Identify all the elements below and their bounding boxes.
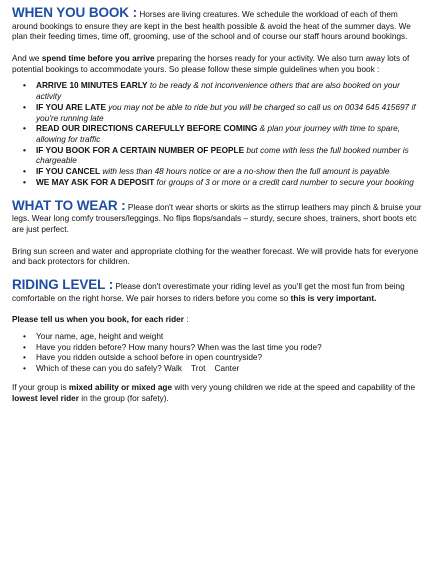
book-paragraph bbox=[12, 4, 425, 43]
list-item bbox=[12, 124, 425, 145]
level-paragraph bbox=[12, 276, 425, 304]
wear-paragraph bbox=[12, 197, 425, 236]
rule-bold: IF YOU CANCEL bbox=[36, 167, 101, 177]
rule-bold: ARRIVE 10 MINUTES EARLY bbox=[36, 81, 148, 91]
list-item bbox=[12, 146, 425, 167]
list-item: • Have you ridden outside a school before in open countryside? bbox=[12, 353, 425, 364]
rule-bold: IF YOU ARE LATE bbox=[36, 102, 106, 112]
wear-paragraph-2: Bring sun screen and water and appropriate clothing for the weather forecast. We will provide hats for everyone and back protectors for children. bbox=[12, 246, 419, 267]
level-text-bold: this is very important. bbox=[290, 293, 377, 303]
list-item: • Which of these can you do safely? Walk Trot Canter bbox=[12, 364, 425, 375]
rule-italic: with less than 48 hours notice or are a no-show then the full amount is payable bbox=[100, 167, 390, 177]
tell-us-line bbox=[12, 315, 425, 326]
rule-italic: you may not be able to ride but you will be charged so call us on 0034 645 415697 if you're running late bbox=[36, 102, 416, 123]
tell-us-bold: Please tell us when you book, for each rider bbox=[12, 315, 184, 325]
list-item bbox=[12, 81, 425, 102]
rule-bold: READ OUR DIRECTIONS CAREFULLY BEFORE COMING bbox=[36, 124, 258, 134]
final-post: in the group (for safety). bbox=[78, 393, 169, 403]
book-intro: Horses are living creatures. We schedule the workload of each of them around bookings to ensure they are kept in the best health possible & avoid the heat of the summer days. We plan their feeding times, time off, grooming, use of the school and of course our staff hours around bookings. bbox=[12, 10, 411, 42]
wear-heading: WHAT TO WEAR : bbox=[12, 197, 126, 213]
list-item bbox=[12, 178, 425, 189]
book-p2-post: preparing the horses ready for your activity. We also turn away lots of potential bookings to accommodate yours. So please follow these simple guidelines when you book : bbox=[12, 53, 410, 74]
book-p2-bold: spend time before you arrive bbox=[41, 53, 155, 63]
book-paragraph-2 bbox=[12, 54, 425, 75]
tell-us-post: : bbox=[183, 315, 189, 325]
rule-italic: & plan your journey with time to spare, allowing for traffic bbox=[36, 124, 401, 145]
final-bold-1: mixed ability or mixed age bbox=[68, 382, 173, 392]
rule-italic: for groups of 3 or more or a credit card number to secure your booking bbox=[154, 177, 414, 187]
rule-bold: IF YOU BOOK FOR A CERTAIN NUMBER OF PEOPLE bbox=[36, 145, 245, 155]
book-heading: WHEN YOU BOOK : bbox=[12, 5, 138, 20]
list-item: • Your name, age, height and weight bbox=[12, 332, 425, 343]
booking-rules-list bbox=[12, 81, 425, 188]
rule-italic: but come with less the full booked number is chargeable bbox=[36, 145, 409, 166]
final-paragraph bbox=[12, 383, 425, 404]
list-item: • Have you ridden before? How many hours? When was the last time you rode? bbox=[12, 343, 425, 354]
rule-italic: to be ready & not inconvenience others that are also booked on your activity bbox=[36, 81, 400, 102]
final-mid: with very young children we ride at the speed and capability of the bbox=[172, 382, 416, 392]
list-item bbox=[12, 103, 425, 124]
wear-text: Please don't wear shorts or skirts as the stirrup leathers may pinch & bruise your legs. Wear long comfy trousers/leggings. No flips flops/sandals – sturdy, secure shoes, trainers, short boots etc are just perfect. bbox=[12, 202, 422, 234]
final-bold-2: lowest level rider bbox=[12, 393, 79, 403]
level-heading: RIDING LEVEL : bbox=[12, 277, 114, 293]
level-text: Please don't overestimate your riding level as you'll get the most fun from being comfortable on the right horse. We pair horses to riders before you come so bbox=[12, 282, 405, 303]
list-item bbox=[12, 167, 425, 178]
rule-bold: WE MAY ASK FOR A DEPOSIT bbox=[36, 177, 155, 187]
final-pre: If your group is bbox=[12, 382, 69, 392]
rider-info-list bbox=[12, 332, 425, 375]
book-p2-pre: And we bbox=[12, 53, 42, 63]
